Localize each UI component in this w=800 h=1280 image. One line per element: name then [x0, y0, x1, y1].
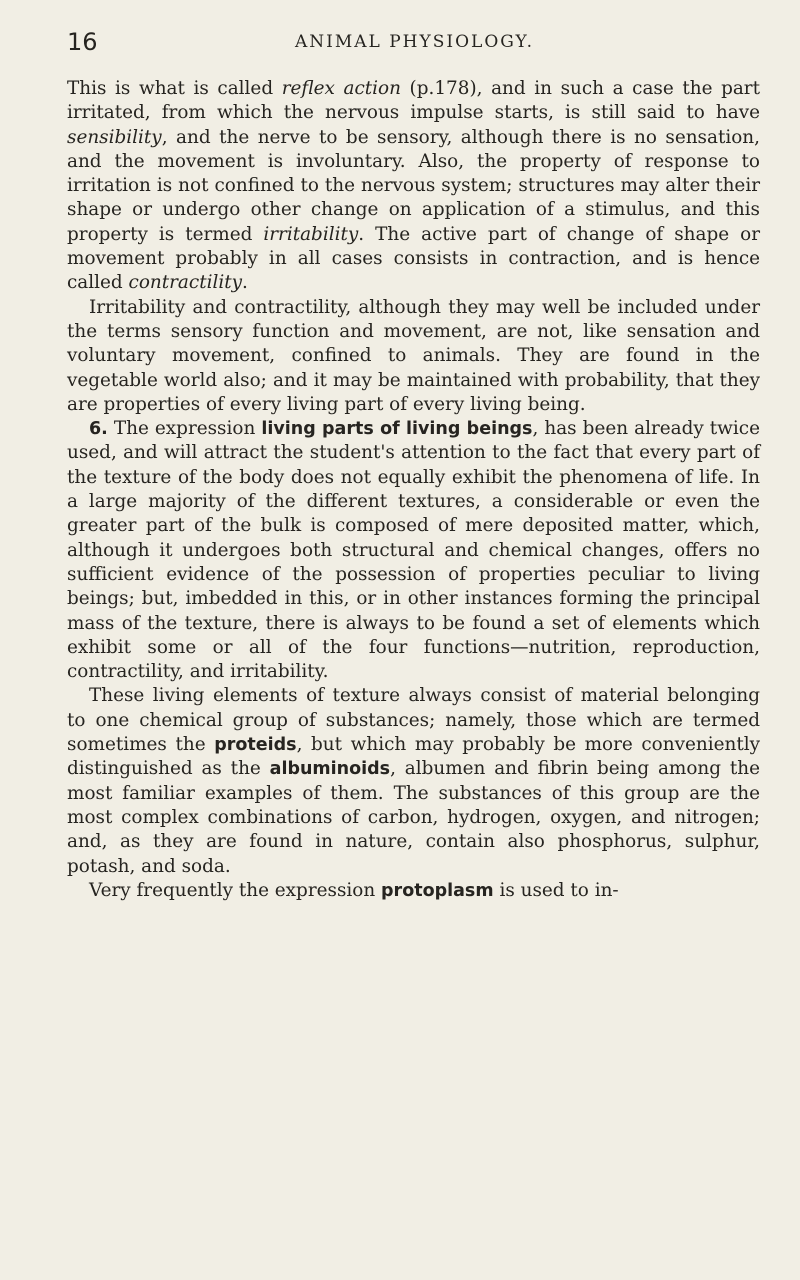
paragraph-section-6	[67, 417, 760, 684]
paragraph-protoplasm	[67, 879, 760, 903]
paragraph-reflex-action	[67, 77, 760, 296]
text-run: is used to in-	[493, 879, 619, 901]
text-run: , and the nerve to be sensory, although there is no sensation, and the movement is involuntary. Also, the property of response to irritation is not confined to the nervous system; structures may alter their shape or undergo other change on application of a stimulus, and this property is termed	[67, 126, 760, 245]
page-number: 16	[67, 28, 98, 56]
text-run: Very frequently the expression	[89, 879, 382, 901]
bold-term-living-parts: living parts of living beings	[261, 419, 533, 440]
text-run: (p.178), and in such a case the part irritated, from which the nervous impulse starts, is still said to have	[67, 78, 760, 124]
text-run: These living elements of texture always consist of material belonging to one chemical group of substances; namely, those which are termed sometimes the	[67, 685, 760, 756]
bold-term-albuminoids: albuminoids	[269, 759, 391, 780]
italic-term-reflex-action: reflex action	[281, 78, 401, 99]
bold-term-proteids: proteids	[214, 735, 297, 756]
italic-term-contractility: contractility	[128, 272, 243, 294]
italic-term-sensibility: sensibility	[67, 126, 162, 148]
text-run: .	[242, 272, 248, 294]
text-run: , has been already twice used, and will attract the student's attention to the fact that every part of the texture of the body does not equally exhibit the phenomena of life. In a large majority of the different textures, a considerable or even the greater part of the bulk is composed of mere deposited matter, which, although it undergoes both structural and chemical changes, offers no sufficient evidence of the possession of properties peculiar to living beings; but, imbedded in this, or in other instances forming the principal mass of the texture, there is always to be found a set of elements which exhibit some or all of the four functions—nutrition, reproduction, contractility, and irritability.	[67, 418, 760, 683]
body-text	[67, 77, 760, 903]
running-head	[67, 28, 762, 58]
italic-term-irritability: irritability	[263, 223, 359, 245]
running-title: ANIMAL PHYSIOLOGY.	[295, 32, 534, 52]
text-run: The expression	[107, 418, 262, 440]
bold-term-protoplasm: protoplasm	[381, 880, 494, 901]
paragraph-proteids	[67, 684, 760, 878]
text-run: , but which may probably be more conveniently distinguished as the	[67, 734, 760, 780]
text-run: , albumen and fibrin being among the most familiar examples of them. The substances of this group are the most complex combinations of carbon, hydrogen, oxygen, and nitrogen; and, as they are found in nature, contain also phosphorus, sulphur, potash, and soda.	[67, 758, 760, 877]
section-number: 6.	[89, 419, 108, 440]
text-run: . The active part of change of shape or movement probably in all cases consists in contraction, and is hence called	[67, 223, 760, 294]
paragraph-irritability: Irritability and contractility, although they may well be included under the terms sensory function and movement, are not, like sensation and voluntary movement, confined to animals. They are found in the vegetable world also; and it may be maintained with probability, that they are properties of every living part of every living being.	[67, 296, 760, 415]
text-run: This is what is called	[67, 78, 282, 99]
